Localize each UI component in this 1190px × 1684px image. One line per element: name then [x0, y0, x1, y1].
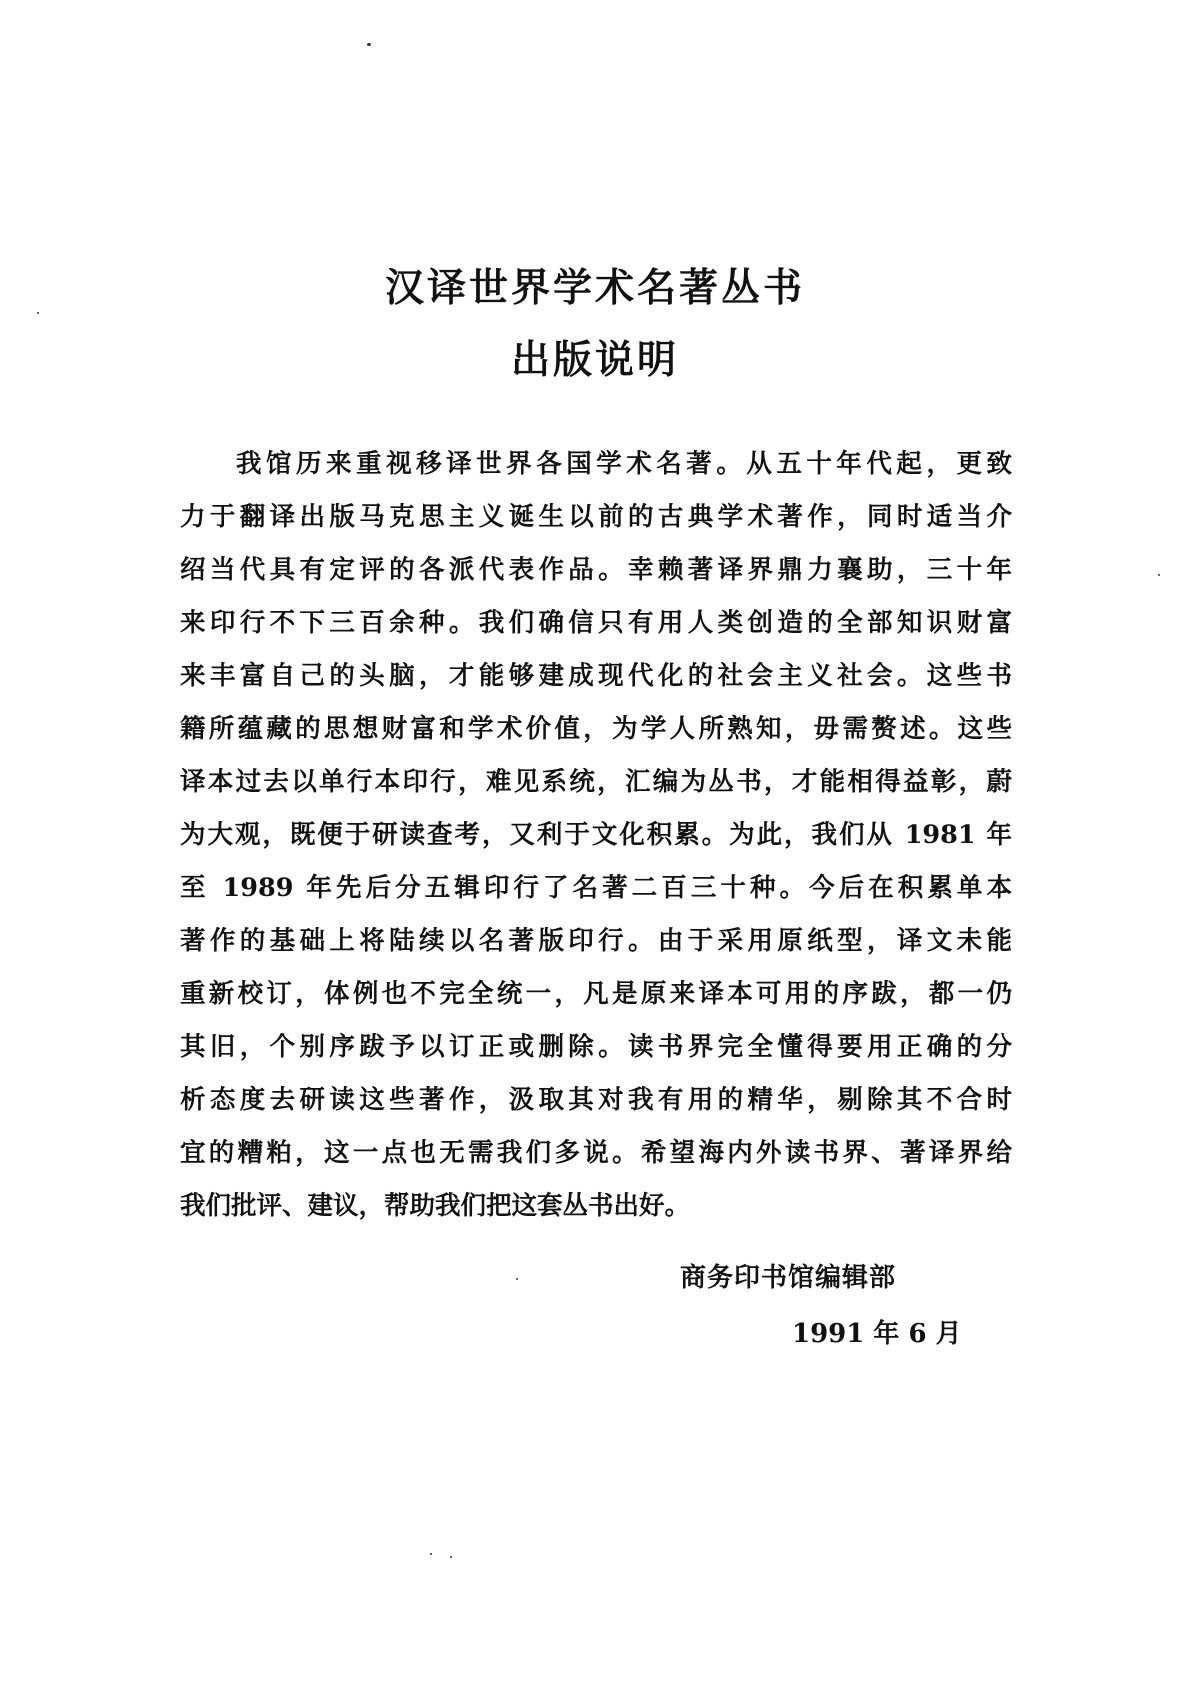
- scan-speck: [1158, 574, 1160, 576]
- body-line: 宜的糟粕，这一点也无需我们多说。希望海内外读书界、著译界给: [180, 1138, 1012, 1168]
- publication-note-body: [180, 438, 1012, 1233]
- body-line: 力于翻译出版马克思主义诞生以前的古典学术著作，同时适当介: [180, 502, 1012, 532]
- scan-speck: [450, 1556, 452, 1558]
- scan-speck: [367, 43, 371, 46]
- series-title: 汉译世界学术名著丛书: [384, 265, 805, 311]
- publisher-signature: 商务印书馆编辑部: [680, 1263, 897, 1293]
- body-line: 为大观，既便于研读查考，又利于文化积累。为此，我们从 1981 年: [180, 820, 1012, 850]
- body-line: 著作的基础上将陆续以名著版印行。由于采用原纸型，译文未能: [180, 926, 1012, 956]
- body-line: 我馆历来重视移译世界各国学术名著。从五十年代起，更致: [236, 449, 1012, 479]
- body-line: 译本过去以单行本印行，难见系统，汇编为丛书，才能相得益彰，蔚: [180, 767, 1012, 797]
- body-line: 析态度去研读这些著作，汲取其对我有用的精华，剔除其不合时: [180, 1085, 1012, 1115]
- body-line: 至 1989 年先后分五辑印行了名著二百三十种。今后在积累单本: [180, 873, 1012, 903]
- body-line: 重新校订，体例也不完全统一，凡是原来译本可用的序跋，都一仍: [180, 979, 1012, 1009]
- body-line: 我们批评、建议，帮助我们把这套丛书出好。: [180, 1191, 691, 1221]
- publication-date: 1991 年 6 月: [792, 1319, 962, 1349]
- body-line: 绍当代具有定评的各派代表作品。幸赖著译界鼎力襄助，三十年: [180, 555, 1012, 585]
- body-line: 籍所蕴藏的思想财富和学术价值，为学人所熟知，毋需赘述。这些: [180, 714, 1012, 744]
- body-line: 来印行不下三百余种。我们确信只有用人类创造的全部知识财富: [180, 608, 1012, 638]
- page-title: 出版说明: [510, 337, 679, 383]
- body-line: 其旧，个别序跋予以订正或删除。读书界完全懂得要用正确的分: [180, 1032, 1012, 1062]
- body-line: 来丰富自己的头脑，才能够建成现代化的社会主义社会。这些书: [180, 661, 1012, 691]
- scan-speck: [430, 1553, 432, 1555]
- scan-speck: [516, 1278, 518, 1280]
